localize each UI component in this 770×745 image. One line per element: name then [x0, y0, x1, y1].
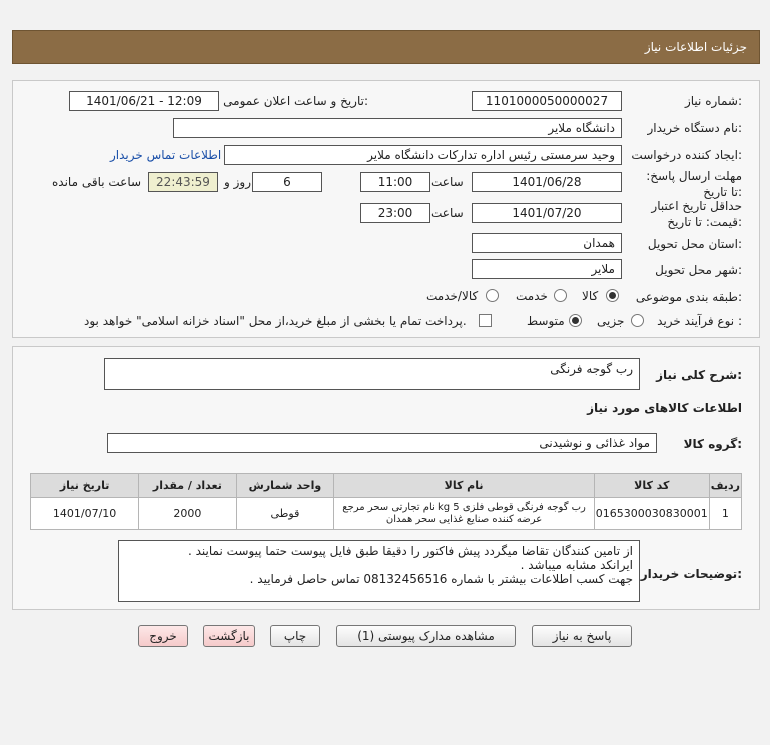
process-medium-label: متوسط	[527, 314, 565, 328]
process-medium-radio[interactable]	[569, 314, 582, 327]
category-service-label: خدمت	[516, 289, 548, 303]
category-label: طبقه بندی موضوعی:	[635, 290, 742, 304]
process-minor-radio[interactable]	[631, 314, 644, 327]
col-code: کد کالا	[594, 474, 709, 498]
announce-label: تاریخ و ساعت اعلان عمومی:	[223, 94, 368, 108]
page-title: جزئیات اطلاعات نیاز	[644, 40, 747, 54]
days-field: 6	[252, 172, 322, 192]
goods-info-title: اطلاعات کالاهای مورد نیاز	[587, 401, 742, 415]
buyer-notes-line-1: از تامین کنندگان تقاضا میگردد پیش فاکتور را دقیقا طبق فایل پیوست حتما پیوست نمایند .	[187, 544, 633, 558]
cell-date: 1401/07/10	[31, 498, 139, 530]
col-row: ردیف	[709, 474, 741, 498]
buyer-notes-line-2: ایرانکد مشابه میباشد .	[520, 558, 633, 572]
back-button[interactable]: بازگشت	[203, 625, 255, 647]
validity-time-label: ساعت	[431, 206, 464, 220]
deadline-date-field: 1401/06/28	[472, 172, 622, 192]
table-header-row	[31, 474, 742, 498]
days-label: روز و	[224, 175, 251, 189]
category-goods-radio[interactable]	[606, 289, 619, 302]
treasury-checkbox[interactable]	[479, 314, 492, 327]
remaining-label: ساعت باقی مانده	[52, 175, 142, 189]
page-header	[12, 30, 760, 64]
col-unit: واحد شمارش	[236, 474, 334, 498]
cell-code: 0165300030830001	[594, 498, 709, 530]
general-desc-label: شرح کلی نیاز:	[656, 368, 742, 382]
deadline-label: مهلت ارسال پاسخ: تا تاریخ:	[646, 169, 742, 199]
cell-name: رب گوجه فرنگی قوطی فلزی 5 kg نام تجارتی سحر مرجع عرضه کننده صنایع غذایی سحر همدان	[334, 498, 594, 530]
cell-qty: 2000	[139, 498, 236, 530]
cell-row: 1	[709, 498, 741, 530]
goods-group-field: مواد غذائی و نوشیدنی	[107, 433, 657, 453]
category-service-radio[interactable]	[554, 289, 567, 302]
need-number-label: شماره نیاز:	[684, 94, 742, 108]
contact-buyer-link[interactable]: اطلاعات تماس خریدار	[110, 148, 222, 162]
validity-time-field: 23:00	[360, 203, 430, 223]
table-row	[31, 498, 742, 530]
col-date: تاریخ نیاز	[31, 474, 139, 498]
buyer-notes-box	[118, 540, 640, 602]
category-goods-label: کالا	[582, 289, 599, 303]
items-table	[30, 473, 742, 530]
category-goods-service-radio[interactable]	[486, 289, 499, 302]
print-button[interactable]: چاپ	[270, 625, 320, 647]
col-name: نام کالا	[334, 474, 594, 498]
city-label: شهر محل تحویل:	[655, 263, 742, 277]
buyer-notes-line-3: جهت کسب اطلاعات بیشتر با شماره 08132456516 تماس حاصل فرمایید .	[249, 572, 633, 586]
general-desc-field: رب گوجه فرنگی	[104, 358, 640, 390]
buyer-org-label: نام دستگاه خریدار:	[647, 121, 742, 135]
buyer-notes-label: توضیحات خریدار:	[640, 567, 742, 581]
province-label: استان محل تحویل:	[647, 237, 742, 251]
buyer-org-field: دانشگاه ملایر	[173, 118, 622, 138]
validity-date-field: 1401/07/20	[472, 203, 622, 223]
need-number-field: 1101000050000027	[472, 91, 622, 111]
announce-field: 1401/06/21 - 12:09	[69, 91, 219, 111]
process-label: نوع فرآیند خرید :	[657, 314, 742, 328]
deadline-time-field: 11:00	[360, 172, 430, 192]
goods-group-label: گروه کالا:	[683, 437, 742, 451]
province-field: همدان	[472, 233, 622, 253]
payment-note: پرداخت تمام یا بخشی از مبلغ خرید،از محل "اسناد خزانه اسلامی" خواهد بود.	[84, 314, 467, 328]
city-field: ملایر	[472, 259, 622, 279]
exit-button[interactable]: خروج	[138, 625, 188, 647]
remaining-time-field: 22:43:59	[148, 172, 218, 192]
attachments-button[interactable]: مشاهده مدارک پیوستی (1)	[336, 625, 516, 647]
deadline-time-label: ساعت	[431, 175, 464, 189]
cell-unit: قوطی	[236, 498, 334, 530]
process-minor-label: جزیی	[597, 314, 625, 328]
col-qty: تعداد / مقدار	[139, 474, 236, 498]
category-goods-service-label: کالا/خدمت	[426, 289, 479, 303]
validity-label: حداقل تاریخ اعتبار قیمت: تا تاریخ:	[651, 199, 742, 229]
creator-field: وحید سرمستی رئیس اداره تداركات دانشگاه ملایر	[224, 145, 622, 165]
reply-button[interactable]: پاسخ به نیاز	[532, 625, 632, 647]
creator-label: ایجاد کننده درخواست:	[631, 148, 742, 162]
